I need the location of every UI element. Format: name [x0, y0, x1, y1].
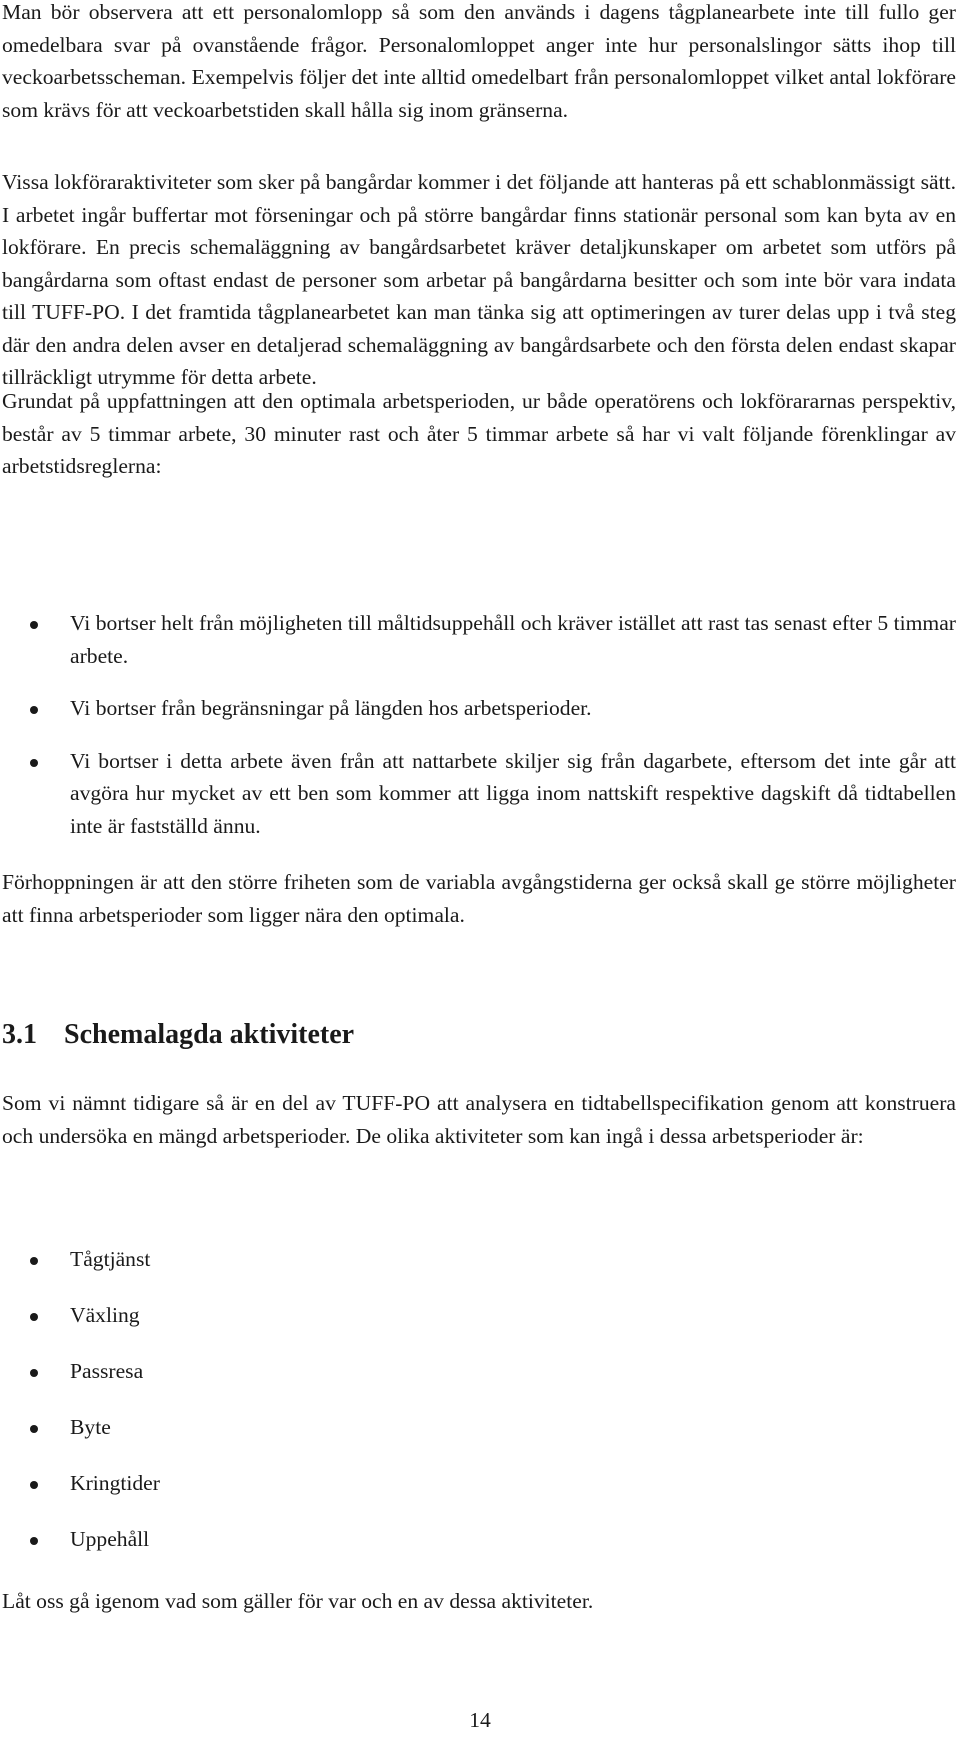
paragraph-aktiviteter-intro: Som vi nämnt tidigare så är en del av TUFF-PO att analysera en tidtabellspecifikation genom att konstruera och undersöka en mängd arbetsperioder. De olika aktiviteter som kan ingå i dessa arbetsperioder är: — [2, 1091, 956, 1148]
page-number: 14 — [469, 1708, 491, 1732]
list-item-text: Kringtider — [70, 1471, 160, 1495]
paragraph-forhoppning: Förhoppningen är att den större friheten som de variabla avgångstiderna ger också skall ge större möjligheter att finna arbetsperioder som ligger nära den optimala. — [2, 870, 956, 927]
section-number: 3.1 — [2, 1019, 37, 1050]
list-item — [0, 1243, 956, 1299]
bullet-icon — [30, 621, 38, 629]
simplifications-list — [0, 607, 956, 862]
list-item-text: Uppehåll — [70, 1527, 150, 1551]
bullet-icon — [30, 1481, 38, 1489]
list-item — [0, 1355, 956, 1411]
paragraph-personalomlopp: Man bör observera att ett personalomlopp så som den används i dagens tågplanearbete inte till fullo ger omedelbara svar på ovanstående frågor. Personalomloppet anger inte hur personalslingor sätts ihop till veckoarbetsscheman. Exempelvis följer det inte alltid omedelbart från personalomloppet vilket antal lokförare som krävs för att veckoarbetstiden skall hålla sig inom gränserna. — [2, 0, 956, 122]
list-item-text: Passresa — [70, 1359, 144, 1383]
list-item-text: Vi bortser helt från möjligheten till måltidsuppehåll och kräver istället att rast tas senast efter 5 timmar arbete. — [70, 611, 956, 668]
list-item — [0, 607, 956, 672]
bullet-icon — [30, 1257, 38, 1265]
list-item — [0, 1467, 956, 1523]
bullet-icon — [30, 1425, 38, 1433]
list-item — [0, 1299, 956, 1355]
paragraph-avslutning: Låt oss gå igenom vad som gäller för var och en av dessa aktiviteter. — [2, 1589, 594, 1613]
paragraph-bangardar: Vissa lokföraraktiviteter som sker på bangårdar kommer i det följande att hanteras på ett schablonmässigt sätt. I arbetet ingår buffertar mot förseningar och på större bangårdar finns stationär personal som kan byta av en lokförare. En precis schemaläggning av bangårdsarbetet kräver detaljkunskaper om arbetet som utförs på bangårdarna som oftast endast de personer som arbetar på bangårdarna besitter och som inte bör vara indata till TUFF-PO. I det framtida tågplanearbetet kan man tänka sig att optimeringen av turer delas upp i två steg där den andra delen avser en detaljerad schemaläggning av bangårdsarbete och den första delen endast skapar tillräckligt utrymme för detta arbete. — [2, 170, 956, 389]
list-item-text: Växling — [70, 1303, 140, 1327]
list-item-text: Vi bortser från begränsningar på längden hos arbetsperioder. — [70, 696, 592, 720]
list-item-text: Tågtjänst — [70, 1247, 151, 1271]
list-item-text: Byte — [70, 1415, 111, 1439]
list-item — [0, 1411, 956, 1467]
list-item — [0, 745, 956, 843]
bullet-icon — [30, 759, 38, 767]
list-item — [0, 1523, 956, 1579]
list-item — [0, 692, 956, 725]
section-title: Schemalagda aktiviteter — [64, 1019, 355, 1050]
bullet-icon — [30, 706, 38, 714]
bullet-icon — [30, 1313, 38, 1321]
list-item-text: Vi bortser i detta arbete även från att nattarbete skiljer sig från dagarbete, eftersom det inte går att avgöra hur mycket av ett ben som kommer att ligga inom nattskift respektive dagskift då tidtabellen inte är fastställd ännu. — [70, 748, 956, 838]
section-heading — [2, 1017, 354, 1053]
bullet-icon — [30, 1537, 38, 1545]
bullet-icon — [30, 1369, 38, 1377]
paragraph-optimal-arbetsperiod: Grundat på uppfattningen att den optimala arbetsperioden, ur både operatörens och lokförararnas perspektiv, består av 5 timmar arbete, 30 minuter rast och åter 5 timmar arbete så har vi valt följande förenklingar av arbetstidsreglerna: — [2, 389, 956, 478]
activities-list — [0, 1243, 956, 1579]
